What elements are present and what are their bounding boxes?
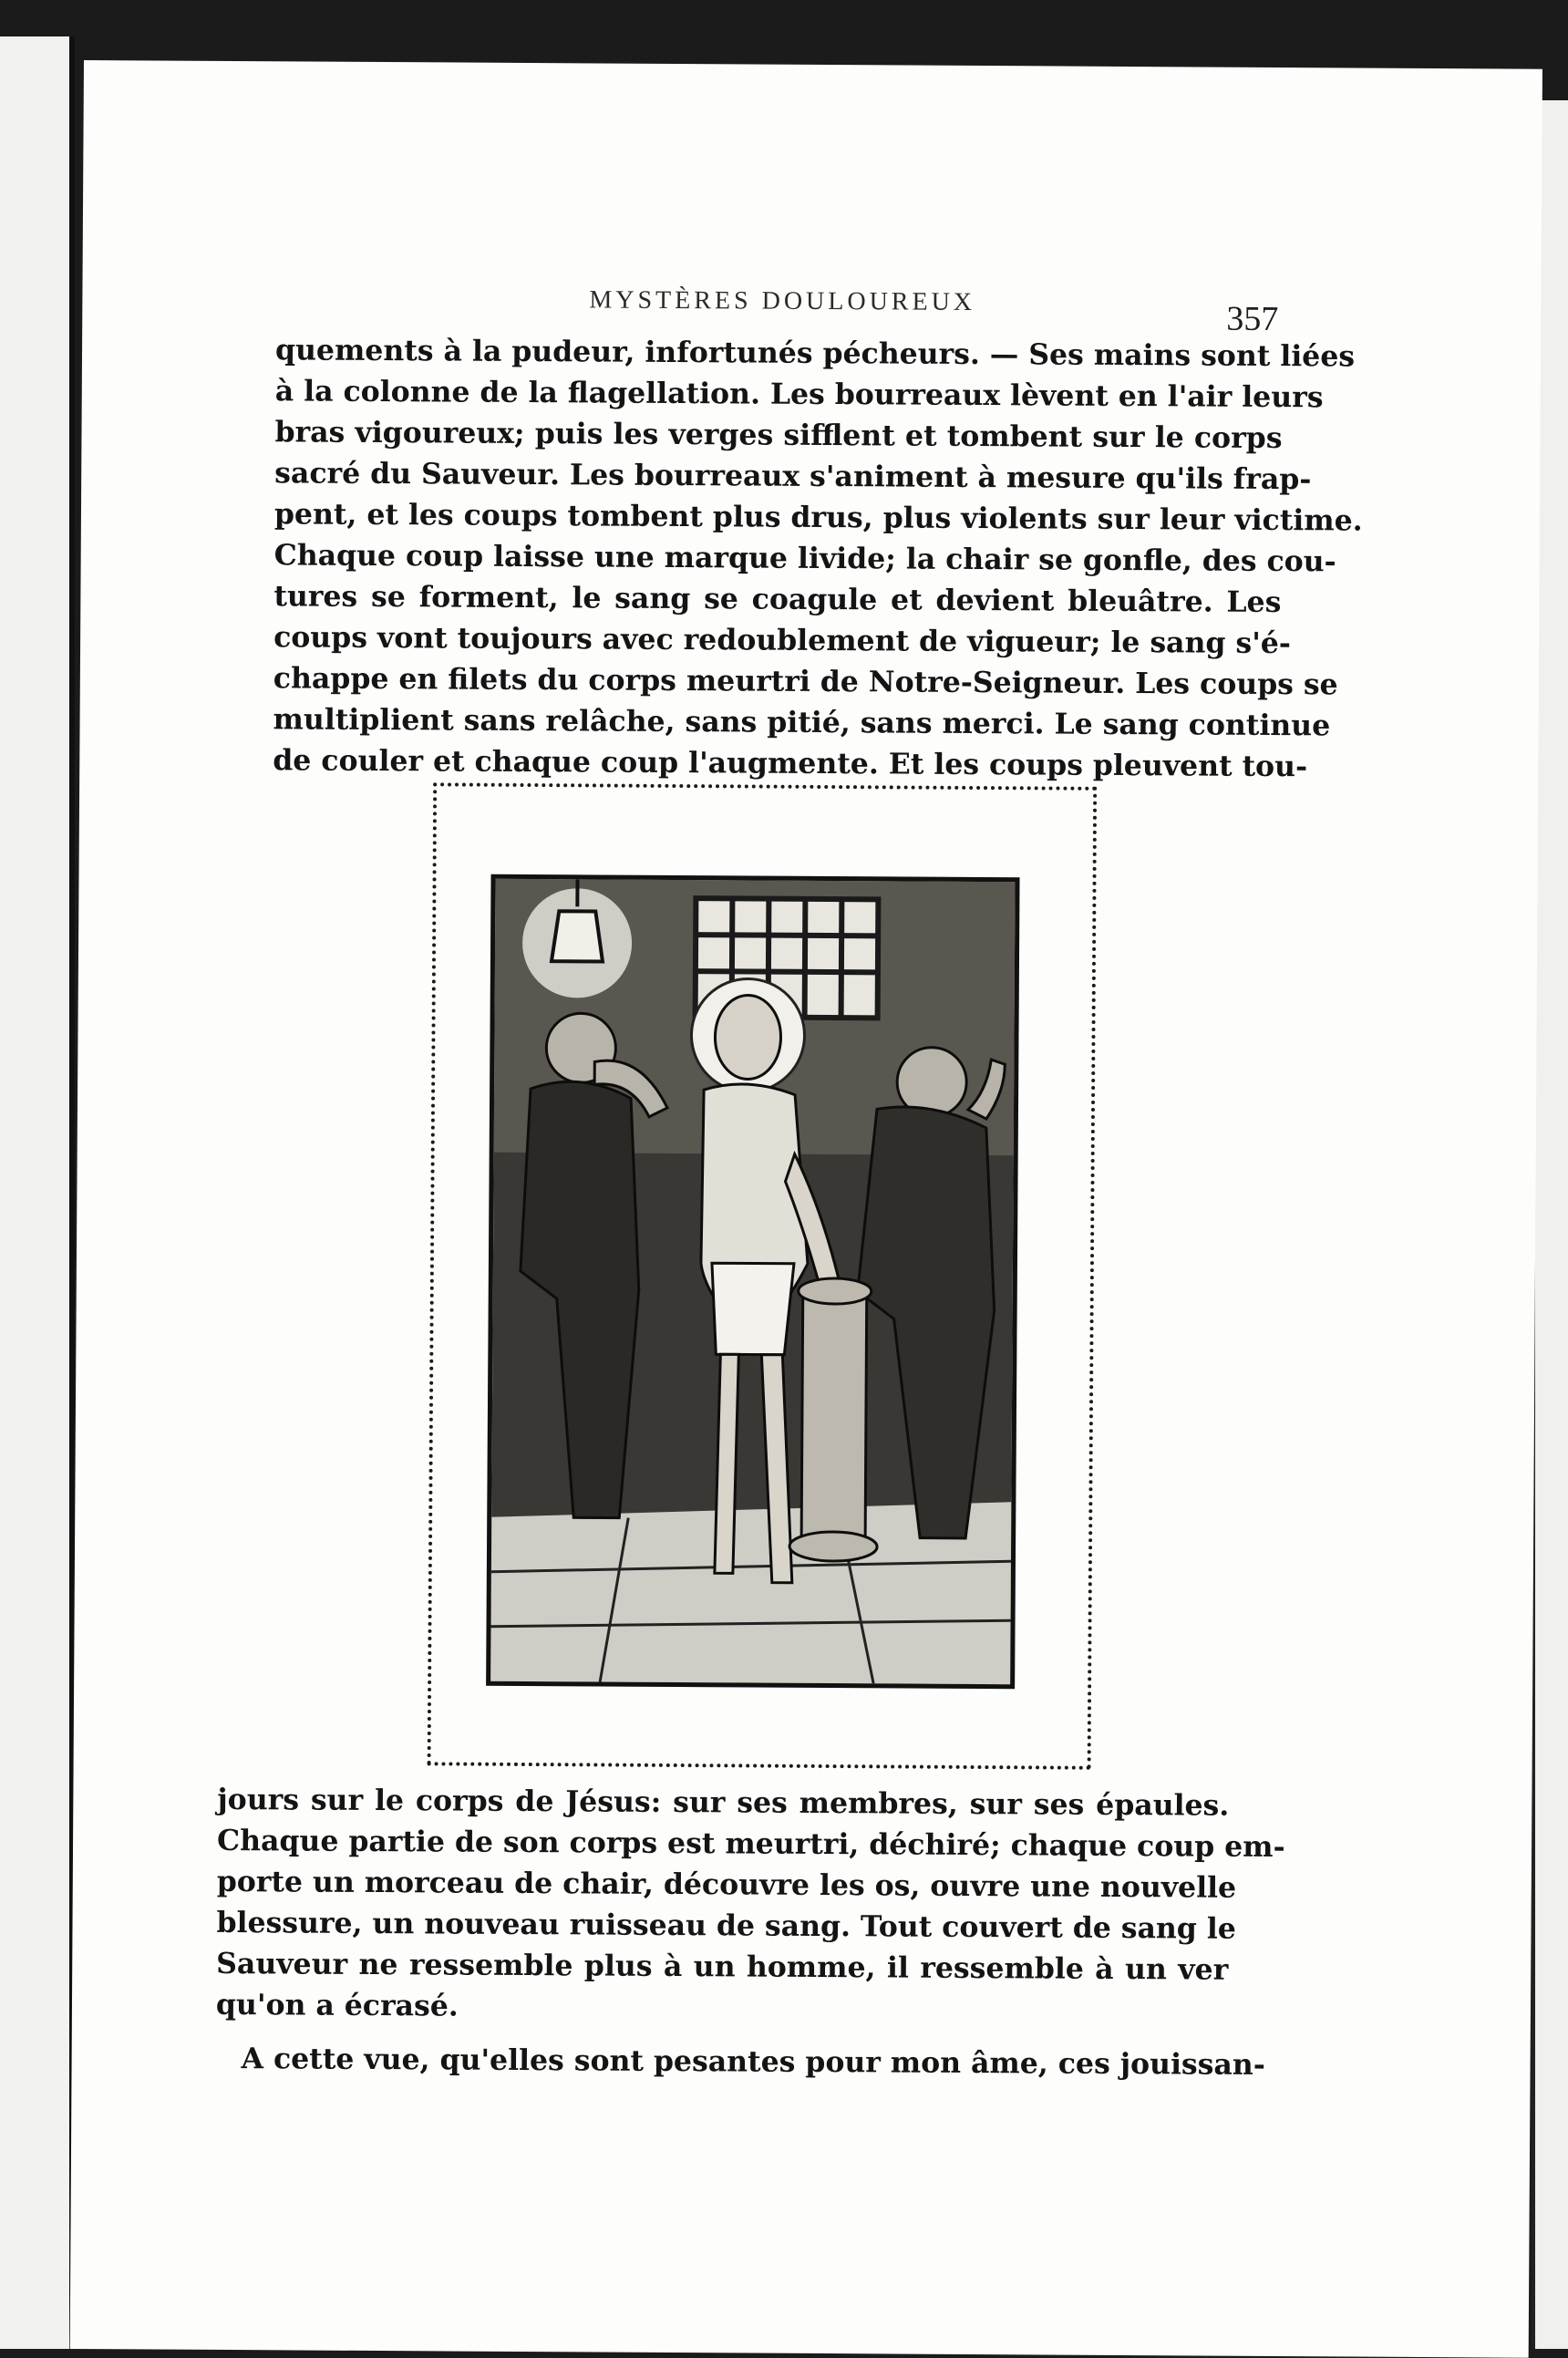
engraving-drawing <box>490 879 1015 1684</box>
flagellation-engraving <box>486 874 1019 1690</box>
text-block-bottom <box>215 1779 1229 2085</box>
text-line: Sauveur ne ressemble plus à un homme, il ressemble à un ver <box>216 1943 1228 1991</box>
text-line: quements à la pudeur, infortunés pécheurs. — Ses mains sont liées <box>275 329 1283 377</box>
text-line: coups vont toujours avec redoublement de vigueur; le sang s'é- <box>273 616 1281 664</box>
text-line: jours sur le corps de Jésus: sur ses membres, sur ses épaules. <box>217 1779 1229 1826</box>
page-number: 357 <box>1226 299 1278 339</box>
text-line: bras vigoureux; puis les verges sifflent et tombent sur le corps <box>274 411 1282 459</box>
text-line: blessure, un nouveau ruisseau de sang. Tout couvert de sang le <box>216 1902 1228 1949</box>
text-line: chappe en filets du corps meurtri de Notre-Seigneur. Les coups se <box>273 657 1281 705</box>
column <box>789 1278 879 1562</box>
text-line: pent, et les coups tombent plus drus, plus violents sur leur victime. <box>274 493 1282 541</box>
text-line: de couler et chaque coup l'augmente. Et les coups pleuvent tou- <box>273 739 1280 787</box>
text-block-top <box>273 329 1283 787</box>
running-head: MYSTÈRES DOULOUREUX <box>589 285 975 317</box>
text-line: tures se forment, le sang se coagule et devient bleuâtre. Les <box>273 575 1281 623</box>
text-line: sacré du Sauveur. Les bourreaux s'animent à mesure qu'ils frap- <box>274 452 1282 500</box>
text-line: Chaque partie de son corps est meurtri, déchiré; chaque coup em- <box>217 1820 1229 1867</box>
previous-page-edge <box>0 36 75 2349</box>
text-line: multiplient sans relâche, sans pitié, sans merci. Le sang continue <box>273 698 1280 746</box>
text-line: à la colonne de la flagellation. Les bourreaux lèvent en l'air leurs <box>275 370 1283 418</box>
text-line: qu'on a écrasé. <box>216 1984 1228 2032</box>
text-line: Chaque coup laisse une marque livide; la chair se gonfle, des cou- <box>274 534 1282 582</box>
paragraph-start-line: A cette vue, qu'elles sont pesantes pour mon âme, ces jouissan- <box>215 2038 1227 2085</box>
text-line: porte un morceau de chair, découvre les os, ouvre une nouvelle <box>217 1861 1229 1908</box>
book-page <box>70 60 1542 2358</box>
